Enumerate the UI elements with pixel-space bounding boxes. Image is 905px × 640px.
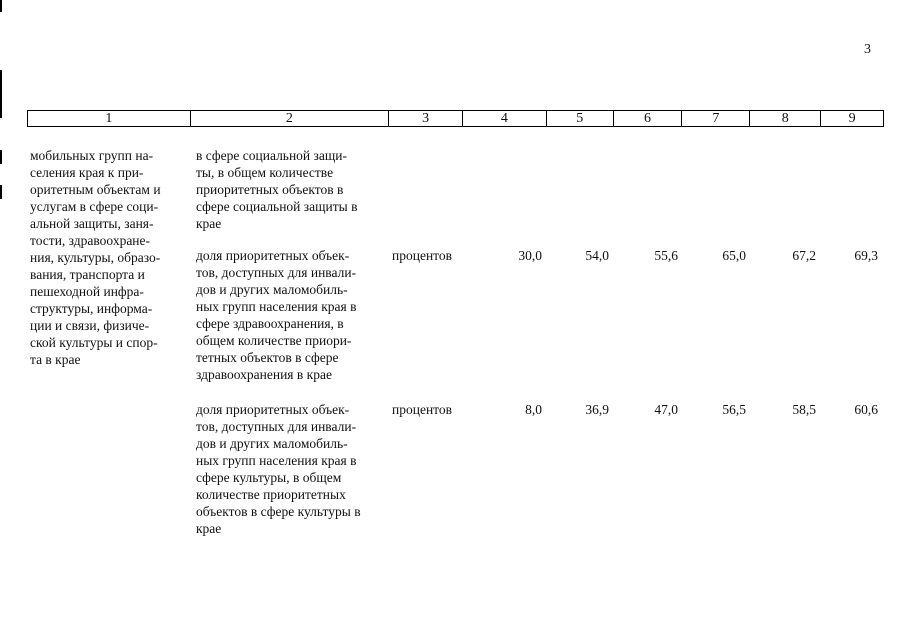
value-row-1-col-4: 30,0 xyxy=(518,248,542,263)
goal-text xyxy=(30,147,185,368)
text-line: тов, доступных для инвали- xyxy=(196,265,357,280)
text-line: структуры, информа- xyxy=(30,301,153,316)
value-row-2-col-7: 56,5 xyxy=(722,402,746,417)
text-line: объектов в сфере культуры в xyxy=(196,504,361,519)
text-line: сфере социальной защиты в xyxy=(196,199,358,214)
text-line: количестве приоритетных xyxy=(196,487,346,502)
header-col-7: 7 xyxy=(682,111,750,126)
header-col-3: 3 xyxy=(389,111,463,126)
text-line: альной защиты, заня- xyxy=(30,216,154,231)
value-row-2-col-9: 60,6 xyxy=(854,402,878,417)
value-row-1-col-8: 67,2 xyxy=(792,248,816,263)
scan-edge-mark xyxy=(0,0,2,12)
header-col-4: 4 xyxy=(463,111,547,126)
value-row-1-col-9: 69,3 xyxy=(854,248,878,263)
text-line: доля приоритетных объек- xyxy=(196,402,350,417)
text-line: пешеходной инфра- xyxy=(30,284,144,299)
value-row-1-col-6: 55,6 xyxy=(654,248,678,263)
scan-edge-mark xyxy=(0,150,2,164)
header-col-9: 9 xyxy=(848,111,856,126)
header-col-8: 8 xyxy=(750,111,821,126)
text-line: та в крае xyxy=(30,352,81,367)
text-line: сфере культуры, в общем xyxy=(196,470,342,485)
text-line: тов, доступных для инвали- xyxy=(196,419,357,434)
text-line: сфере здравоохранения, в xyxy=(196,316,344,331)
value-row-2-col-5: 36,9 xyxy=(585,402,609,417)
text-line: мобильных групп на- xyxy=(30,148,154,163)
value-row-2-col-4: 8,0 xyxy=(525,402,542,417)
text-line: доля приоритетных объек- xyxy=(196,248,350,263)
scan-edge-mark xyxy=(0,70,2,118)
text-line: услугам в сфере соци- xyxy=(30,199,159,214)
unit-row-2: процентов xyxy=(392,402,453,417)
header-col-6: 6 xyxy=(614,111,683,126)
text-line: в сфере социальной защи- xyxy=(196,148,347,163)
header-col-1: 1 xyxy=(28,111,191,126)
text-line: ты, в общем количестве xyxy=(196,165,334,180)
text-line: приоритетных объектов в xyxy=(196,182,344,197)
value-row-2-col-8: 58,5 xyxy=(792,402,816,417)
indicator-text-row-2 xyxy=(196,401,384,537)
page-number: 3 xyxy=(864,42,871,57)
text-line: крае xyxy=(196,216,222,231)
text-line: дов и других маломобиль- xyxy=(196,282,348,297)
text-line: ния, культуры, образо- xyxy=(30,250,161,265)
text-line: здравоохранения в крае xyxy=(196,367,332,382)
indicator-text-row-1 xyxy=(196,247,384,383)
text-line: тости, здравоохране- xyxy=(30,233,151,248)
value-row-1-col-7: 65,0 xyxy=(722,248,746,263)
text-line: ской культуры и спор- xyxy=(30,335,158,350)
value-row-2-col-6: 47,0 xyxy=(654,402,678,417)
text-line: тетных объектов в сфере xyxy=(196,350,339,365)
header-col-2: 2 xyxy=(191,111,390,126)
text-line: вания, транспорта и xyxy=(30,267,145,282)
text-line: дов и других маломобиль- xyxy=(196,436,348,451)
text-line: оритетным объектам и xyxy=(30,182,161,197)
text-line: общем количестве приори- xyxy=(196,333,352,348)
text-line: ции и связи, физиче- xyxy=(30,318,150,333)
text-line: ных групп населения края в xyxy=(196,453,357,468)
text-line: крае xyxy=(196,521,222,536)
text-line: селения края к при- xyxy=(30,165,144,180)
text-line: ных групп населения края в xyxy=(196,299,357,314)
table-header-row xyxy=(27,110,884,127)
header-col-5: 5 xyxy=(547,111,614,126)
indicator-text-row-0 xyxy=(196,147,384,232)
unit-row-1: процентов xyxy=(392,248,453,263)
value-row-1-col-5: 54,0 xyxy=(585,248,609,263)
scan-edge-mark xyxy=(0,185,2,199)
